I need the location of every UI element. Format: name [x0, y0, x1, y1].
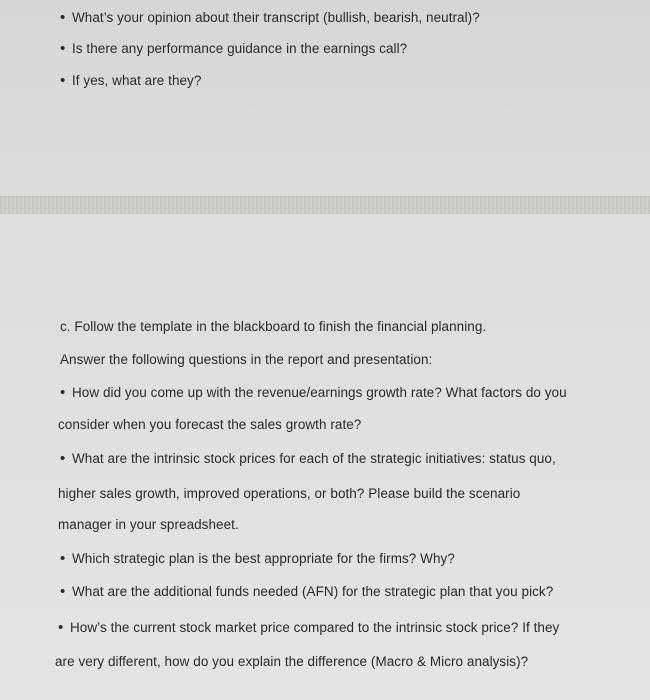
section-c-heading: c. Follow the template in the blackboard to finish the financial planning. [60, 319, 487, 334]
question-growth-rate-cont: consider when you forecast the sales growth rate? [58, 417, 362, 432]
question-intrinsic-price-cont2: manager in your spreadsheet. [58, 517, 239, 532]
question-intrinsic-price: • What are the intrinsic stock prices for each of the strategic initiatives: status quo, [60, 450, 556, 468]
question-intrinsic-price-cont1: higher sales growth, improved operations, or both? Please build the scenario [58, 486, 521, 501]
question-growth-rate: • How did you come up with the revenue/earnings growth rate? What factors do you [60, 384, 567, 402]
question-strategic-plan: • Which strategic plan is the best appropriate for the firms? Why? [60, 550, 455, 568]
top-section [0, 0, 650, 196]
question-market-price-cont: are very different, how do you explain the difference (Macro & Micro analysis)? [55, 654, 529, 669]
bullet-guidance: • Is there any performance guidance in the earnings call? [60, 40, 407, 58]
section-divider [0, 196, 650, 215]
section-c-intro: Answer the following questions in the report and presentation: [60, 352, 433, 367]
question-market-price: • How’s the current stock market price compared to the intrinsic stock price? If they [58, 619, 559, 637]
question-afn: • What are the additional funds needed (AFN) for the strategic plan that you pick? [60, 583, 553, 601]
bullet-if-yes: • If yes, what are they? [60, 72, 201, 90]
bullet-opinion: • What’s your opinion about their transcript (bullish, bearish, neutral)? [60, 9, 480, 27]
